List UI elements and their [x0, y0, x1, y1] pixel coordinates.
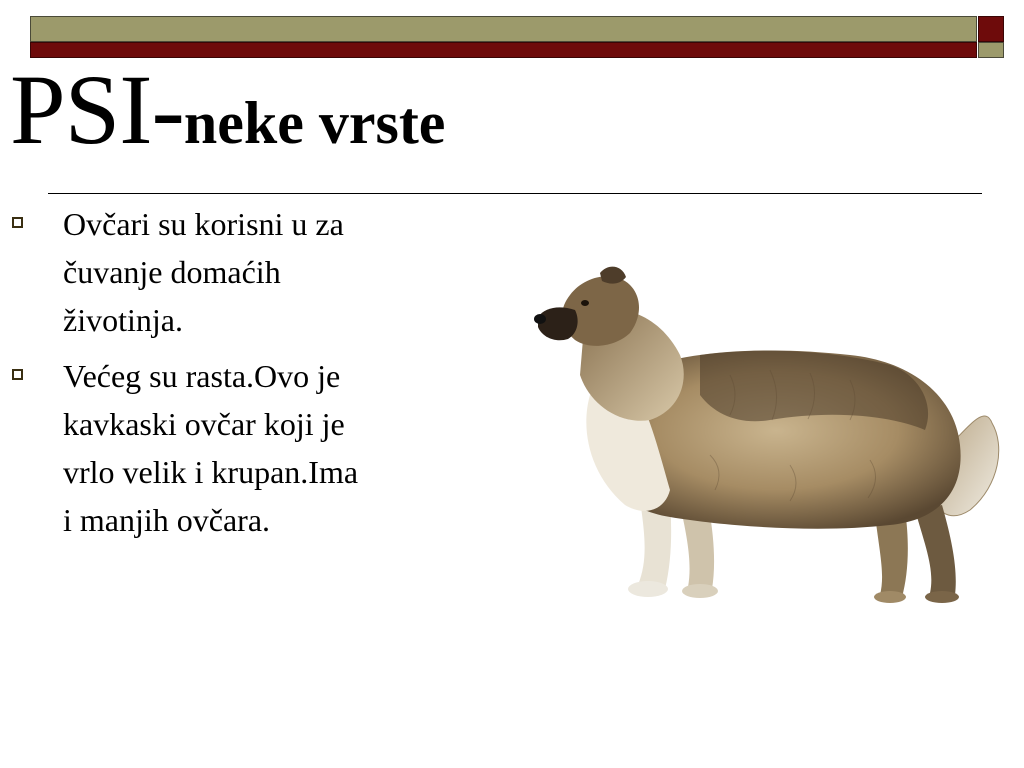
header-bar-olive	[30, 16, 977, 42]
bullet-item	[10, 200, 450, 344]
bullet-item	[10, 352, 450, 544]
square-bullet-icon	[12, 217, 23, 228]
square-bullet-icon	[12, 369, 23, 380]
bullet-line: čuvanje domaćih	[63, 254, 281, 290]
slide-title-sub: neke vrste	[183, 90, 446, 156]
bullet-list	[10, 200, 450, 552]
bullet-line: Većeg su rasta.Ovo je	[63, 358, 341, 394]
slide-title-main: PSI-	[10, 54, 184, 165]
bullet-line: životinja.	[63, 302, 183, 338]
bullet-line: kavkaski ovčar koji je	[63, 406, 345, 442]
bullet-line: Ovčari su korisni u za	[63, 206, 344, 242]
slide-title	[10, 54, 446, 165]
header-square-maroon	[978, 16, 1004, 42]
title-underline	[48, 193, 982, 194]
bullet-line: vrlo velik i krupan.Ima	[63, 454, 359, 490]
header-square-olive	[978, 42, 1004, 58]
bullet-line: i manjih ovčara.	[63, 502, 271, 538]
caucasian-shepherd-dog-photo	[530, 255, 1024, 615]
